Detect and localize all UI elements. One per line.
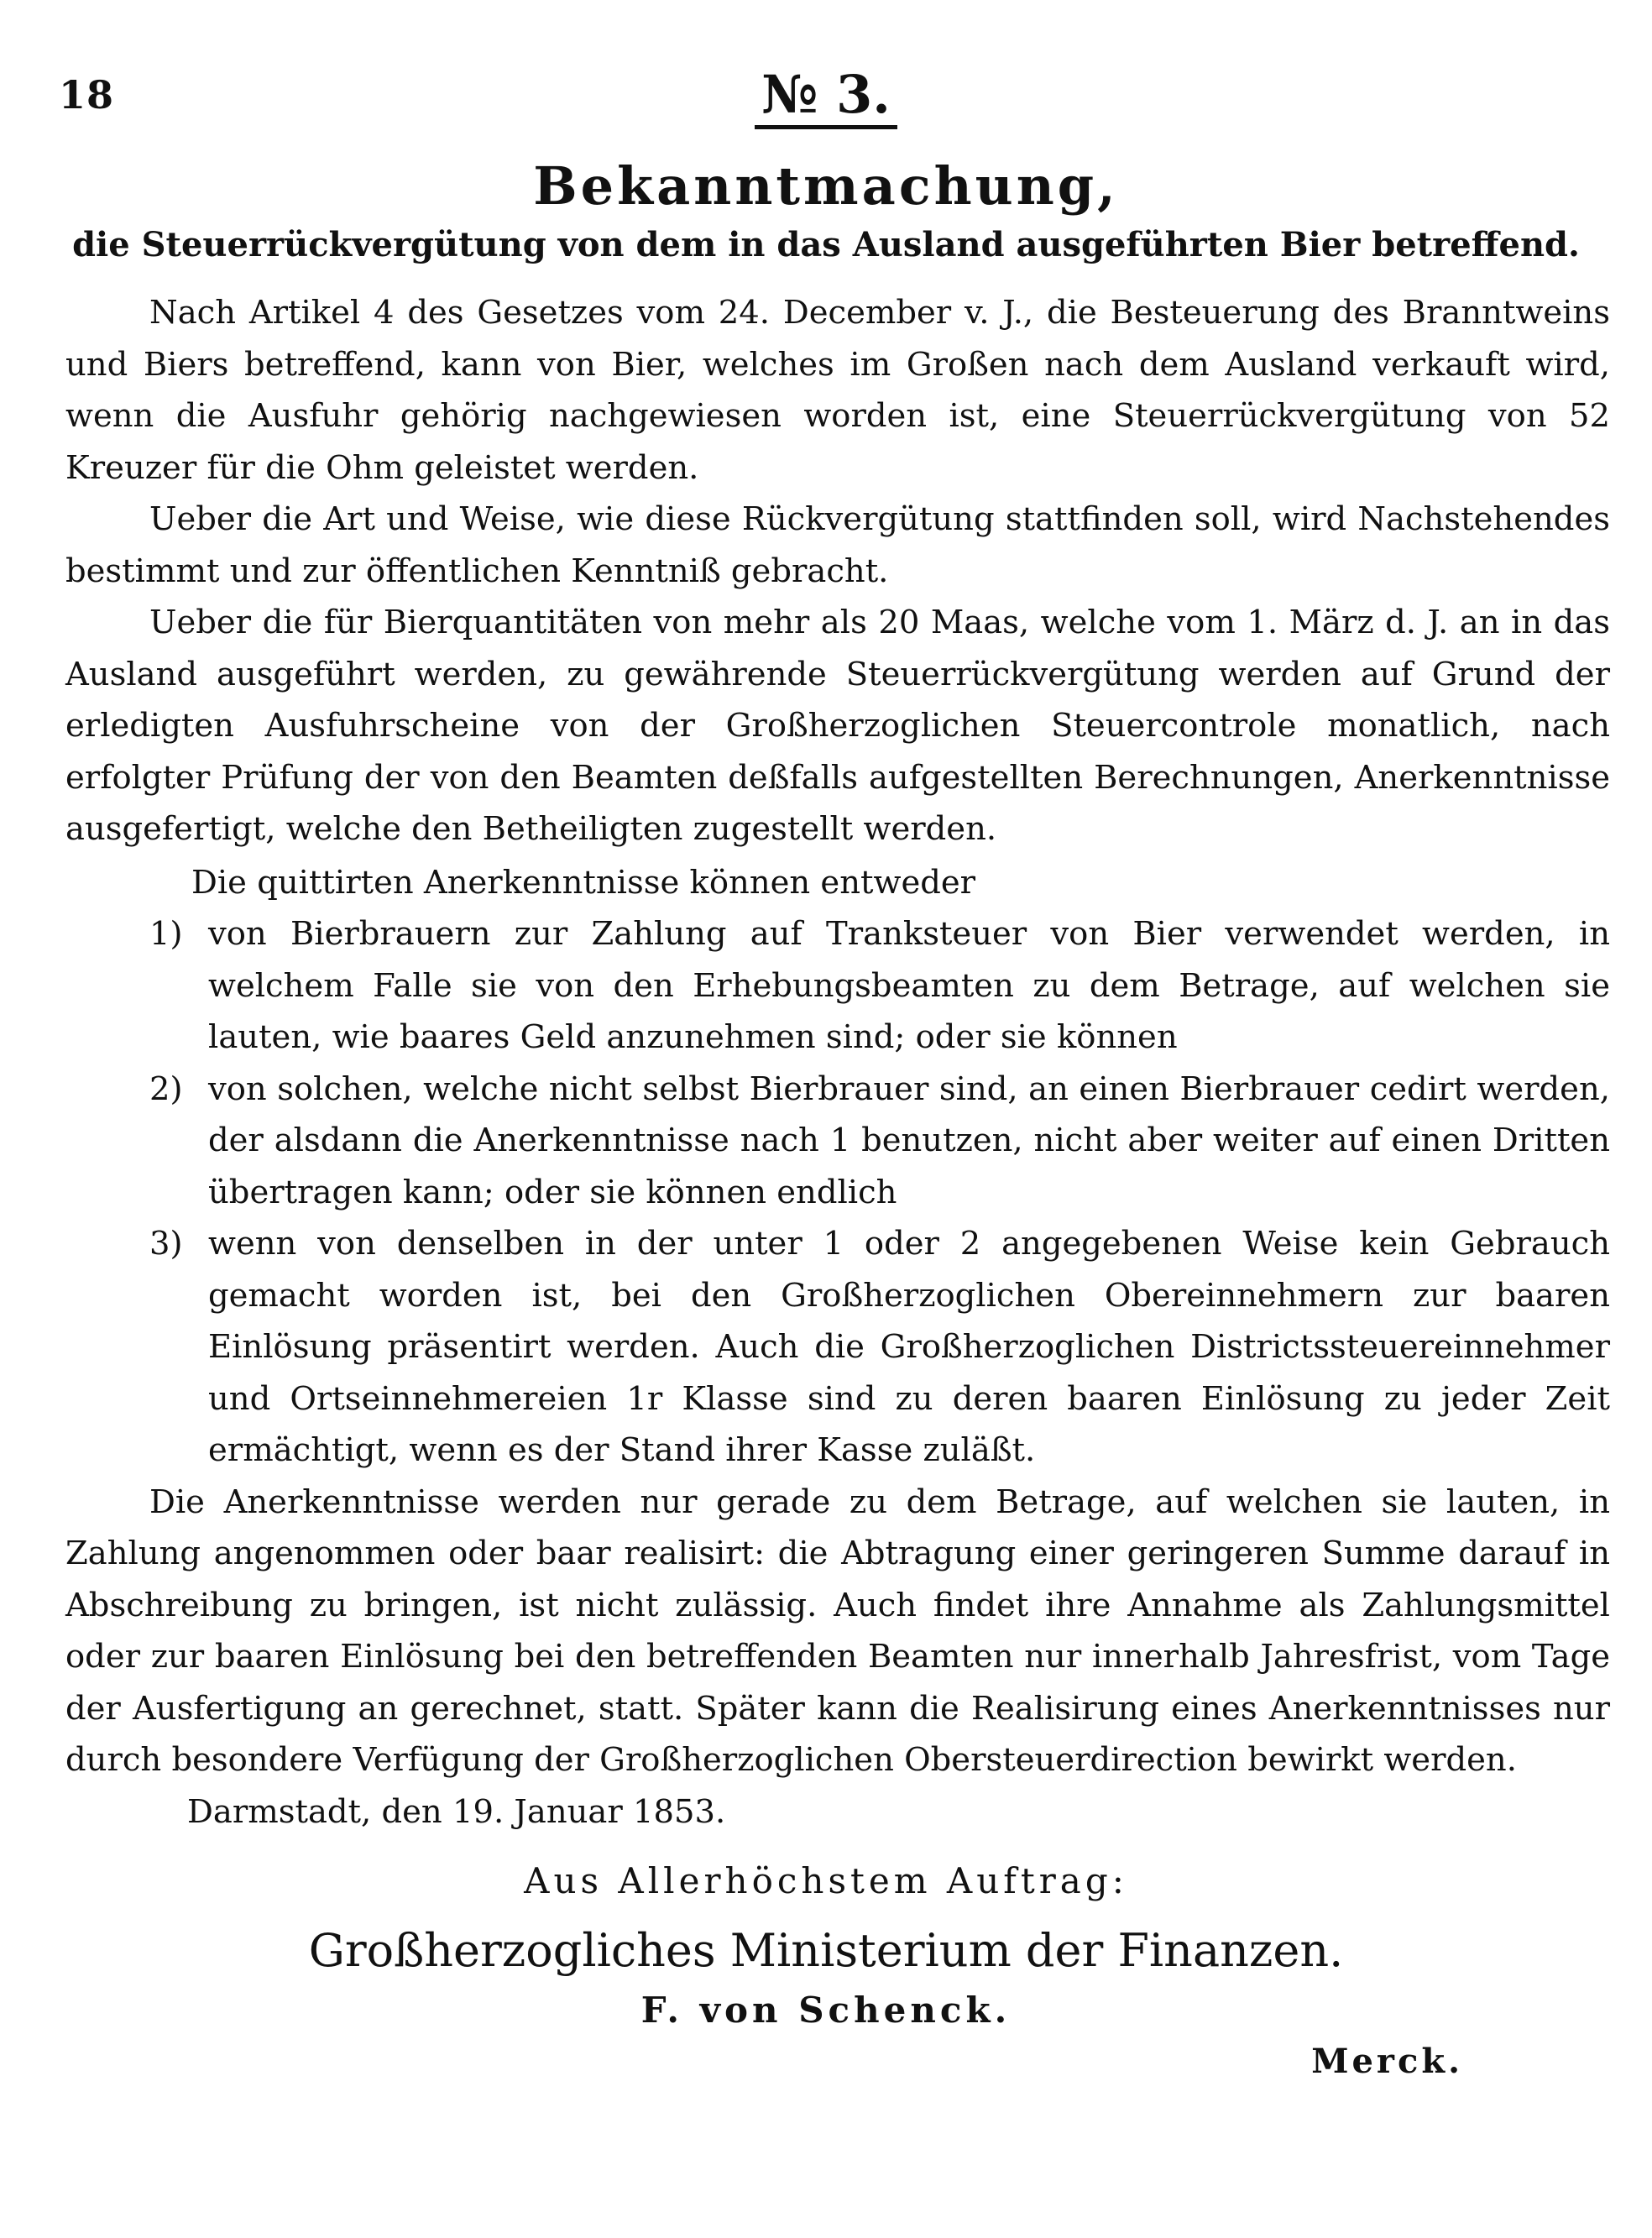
list-item	[65, 908, 1610, 1064]
date-line: Darmstadt, den 19. Januar 1853.	[187, 1792, 726, 1831]
paragraph-1: Nach Artikel 4 des Gesetzes vom 24. December v. J., die Besteuerung des Branntweins und Biers betreffend, kann von Bier, welches im Großen nach dem Ausland verkauft wird, wenn die Ausfuhr gehörig nachgewiesen worden ist, eine Steuerrückvergütung von 52 Kreuzer für die Ohm geleistet werden.	[65, 294, 1610, 487]
list-item-number: 1)	[149, 915, 183, 953]
list-item-text: wenn von denselben in der unter 1 oder 2 angegebenen Weise kein Gebrauch gemacht worden ist, bei den Großherzoglichen Obereinnehmern zur baaren Einlösung präsentirt werden. Auch die Großherzoglichen Districtssteuereinnehmer und Ortseinnehmereien 1r Klasse sind zu deren baaren Einlösung zu jeder Zeit ermächtigt, wenn es der Stand ihrer Kasse zuläßt.	[208, 1225, 1610, 1469]
options-list	[65, 908, 1610, 1477]
signer-name: F. von Schenck.	[640, 1990, 1012, 2031]
list-item-text: von solchen, welche nicht selbst Bierbrauer sind, an einen Bierbrauer cedirt werden, der alsdann die Anerkenntnisse nach 1 benutzen, nicht aber weiter auf einen Dritten übertragen kann; oder sie können endlich	[208, 1069, 1610, 1211]
list-item-number: 2)	[149, 1069, 183, 1108]
document-body	[65, 287, 1610, 1838]
list-lead: Die quittirten Anerkenntnisse können entweder	[191, 863, 976, 902]
document-heading: Bekanntmachung,	[533, 155, 1119, 217]
page-number: 18	[59, 72, 115, 118]
list-item-number: 3)	[149, 1225, 183, 1263]
list-item	[65, 1064, 1610, 1219]
document-subheading: die Steuerrückvergütung von dem in das Ausland ausgeführten Bier betreffend.	[72, 225, 1580, 264]
ministry-name: Großherzogliches Ministerium der Finanzen.	[308, 1924, 1344, 1977]
paragraph-3: Ueber die für Bierquantitäten von mehr als 20 Maas, welche vom 1. März d. J. an in das Ausland ausgeführt werden, zu gewährende Steuerrückvergütung werden auf Grund der erledigten Ausfuhrscheine von der Großherzoglichen Steuercontrole monatlich, nach erfolgter Prüfung der von den Beamten deßfalls aufgestellten Berechnungen, Anerkenntnisse ausgefertigt, welche den Betheiligten zugestellt werden.	[65, 604, 1610, 848]
list-item-text: von Bierbrauern zur Zahlung auf Tranksteuer von Bier verwendet werden, in welchem Falle sie von den Erhebungsbeamten zu dem Betrage, auf welchen sie lauten, wie baares Geld anzunehmen sind; oder sie können	[208, 915, 1610, 1056]
list-item	[65, 1218, 1610, 1477]
cosigner-name: Merck.	[1311, 2042, 1463, 2081]
issue-number-text: № 3.	[755, 64, 897, 129]
mandate-line: Aus Allerhöchstem Auftrag:	[524, 1860, 1128, 1901]
issue-number	[0, 64, 1652, 125]
closing-paragraph: Die Anerkenntnisse werden nur gerade zu dem Betrage, auf welchen sie lauten, in Zahlung angenommen oder baar realisirt: die Abtragung einer geringeren Summe darauf in Abschreibung zu bringen, ist nicht zulässig. Auch findet ihre Annahme als Zahlungsmittel oder zur baaren Einlösung bei den betreffenden Beamten nur innerhalb Jahresfrist, vom Tage der Ausfertigung an gerechnet, statt. Später kann die Realisirung eines Anerkenntnisses nur durch besondere Verfügung der Großherzoglichen Obersteuerdirection bewirkt werden.	[65, 1482, 1610, 1779]
paragraph-2: Ueber die Art und Weise, wie diese Rückvergütung stattfinden soll, wird Nachstehendes bestimmt und zur öffentlichen Kenntniß gebracht.	[65, 500, 1610, 590]
